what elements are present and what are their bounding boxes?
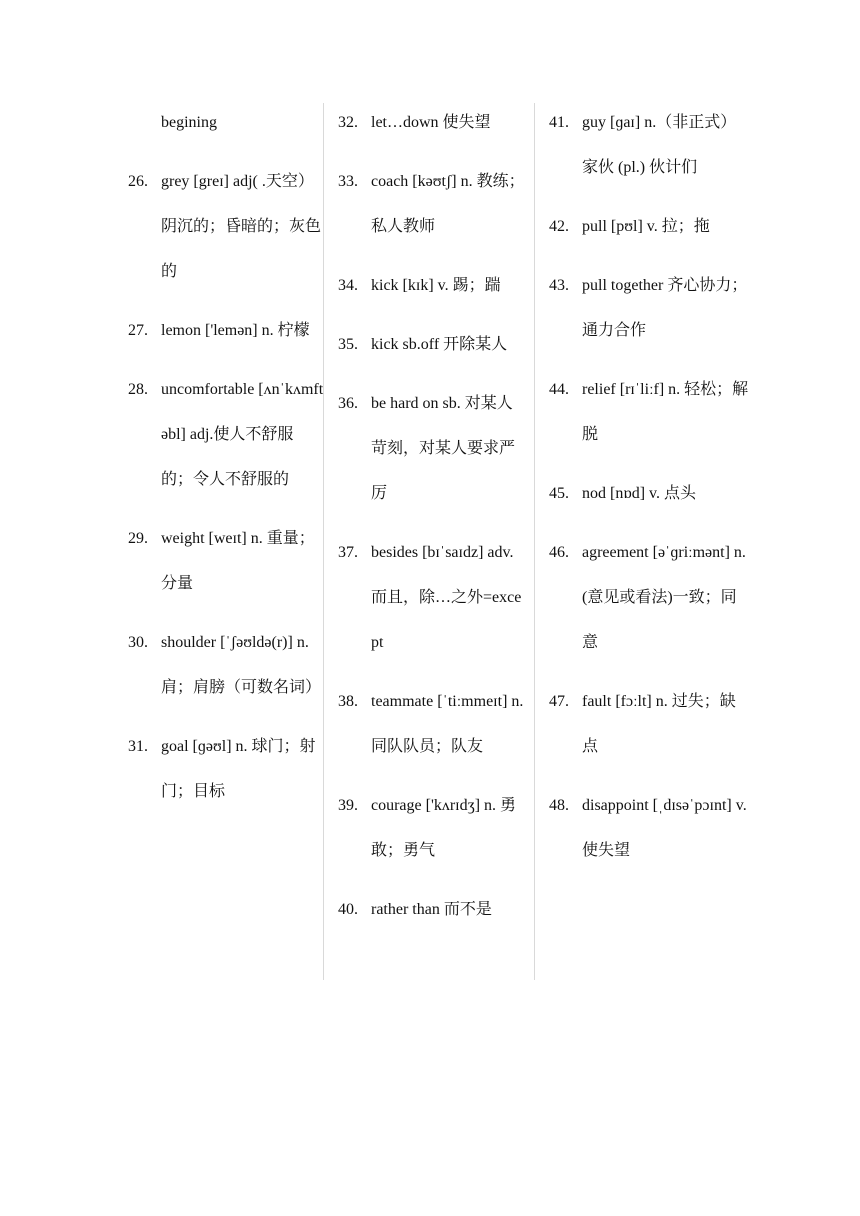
entry-number: 37. [338,544,358,561]
entry-number: 45. [549,485,569,502]
vocab-entry [549,679,749,769]
vocab-entry [128,308,324,353]
vocab-entry [338,783,528,873]
entry-text: relief [rɪˈliːf] n. 轻松；解脱 [582,381,749,443]
entry-text: pull [pʊl] v. 拉；拖 [582,218,710,235]
entry-number: 31. [128,738,148,755]
entry-number: 29. [128,530,148,547]
vocab-entry [338,322,528,367]
vocab-entry [549,263,749,353]
column-divider [534,103,535,980]
vocab-column-3 [549,100,749,887]
vocab-entry [128,620,324,710]
vocab-column-1 [128,100,324,828]
vocab-entry [338,100,528,145]
entry-text: nod [nɒd] v. 点头 [582,485,696,502]
entry-text: agreement [əˈɡriːmənt] n.(意见或看法)一致；同意 [582,544,746,651]
entry-number: 34. [338,277,358,294]
entry-text: disappoint [ˌdɪsəˈpɔɪnt] v. 使失望 [582,797,747,859]
entry-number: 46. [549,544,569,561]
entry-number: 32. [338,114,358,131]
vocab-entry [338,679,528,769]
entry-text: shoulder [ˈʃəʊldə(r)] n. 肩；肩膀（可数名词） [161,634,322,696]
entry-number: 33. [338,173,358,190]
entry-text: kick [kɪk] v. 踢；踹 [371,277,501,294]
entry-text: be hard on sb. 对某人苛刻，对某人要求严厉 [371,395,516,502]
entry-text: kick sb.off 开除某人 [371,336,508,353]
vocab-entry [338,530,528,665]
entry-number: 30. [128,634,148,651]
vocab-entry [549,367,749,457]
entry-number: 40. [338,901,358,918]
vocab-entry [338,159,528,249]
entry-number: 44. [549,381,569,398]
entry-number: 47. [549,693,569,710]
entry-text: let…down 使失望 [371,114,491,131]
vocab-column-2 [338,100,528,946]
vocab-entry [338,381,528,516]
entry-text: goal [ɡəʊl] n. 球门；射门；目标 [161,738,316,800]
vocab-entry [549,471,749,516]
vocab-entry [338,263,528,308]
entry-number: 39. [338,797,358,814]
vocab-entry [549,783,749,873]
entry-number: 43. [549,277,569,294]
entry-text: rather than 而不是 [371,901,492,918]
entry-text: teammate [ˈtiːmmeɪt] n. 同队队员；队友 [371,693,524,755]
vocab-entry [128,159,324,294]
entry-text: lemon ['lemən] n. 柠檬 [161,322,310,339]
entry-text: pull together 齐心协力；通力合作 [582,277,748,339]
entry-text: uncomfortable [ʌnˈkʌmftəbl] adj.使人不舒服的；令人不舒服的 [161,381,324,488]
entry-number: 41. [549,114,569,131]
entry-text: grey [greɪ] adj( .天空）阴沉的；昏暗的；灰色的 [161,173,322,280]
entry-text: coach [kəʊtʃ] n. 教练；私人教师 [371,173,525,235]
entry-text: besides [bɪˈsaɪdz] adv.而且，除…之外=except [371,544,522,651]
continued-entry: begining [161,114,217,131]
entry-text: fault [fɔːlt] n. 过失；缺点 [582,693,736,755]
vocab-entry [549,204,749,249]
entry-number: 48. [549,797,569,814]
entry-text: courage ['kʌrɪdʒ] n. 勇敢；勇气 [371,797,517,859]
vocab-entry [128,516,324,606]
entry-number: 26. [128,173,148,190]
entry-text: guy [ɡaɪ] n.（非正式）家伙 (pl.) 伙计们 [582,114,737,176]
vocab-entry [549,530,749,665]
entry-text: weight [weɪt] n. 重量；分量 [161,530,315,592]
vocab-entry [338,887,528,932]
vocab-entry [128,367,324,502]
entry-number: 27. [128,322,148,339]
vocab-entry [128,724,324,814]
entry-number: 38. [338,693,358,710]
entry-number: 35. [338,336,358,353]
vocab-entry [549,100,749,190]
entry-number: 36. [338,395,358,412]
entry-number: 28. [128,381,148,398]
entry-number: 42. [549,218,569,235]
